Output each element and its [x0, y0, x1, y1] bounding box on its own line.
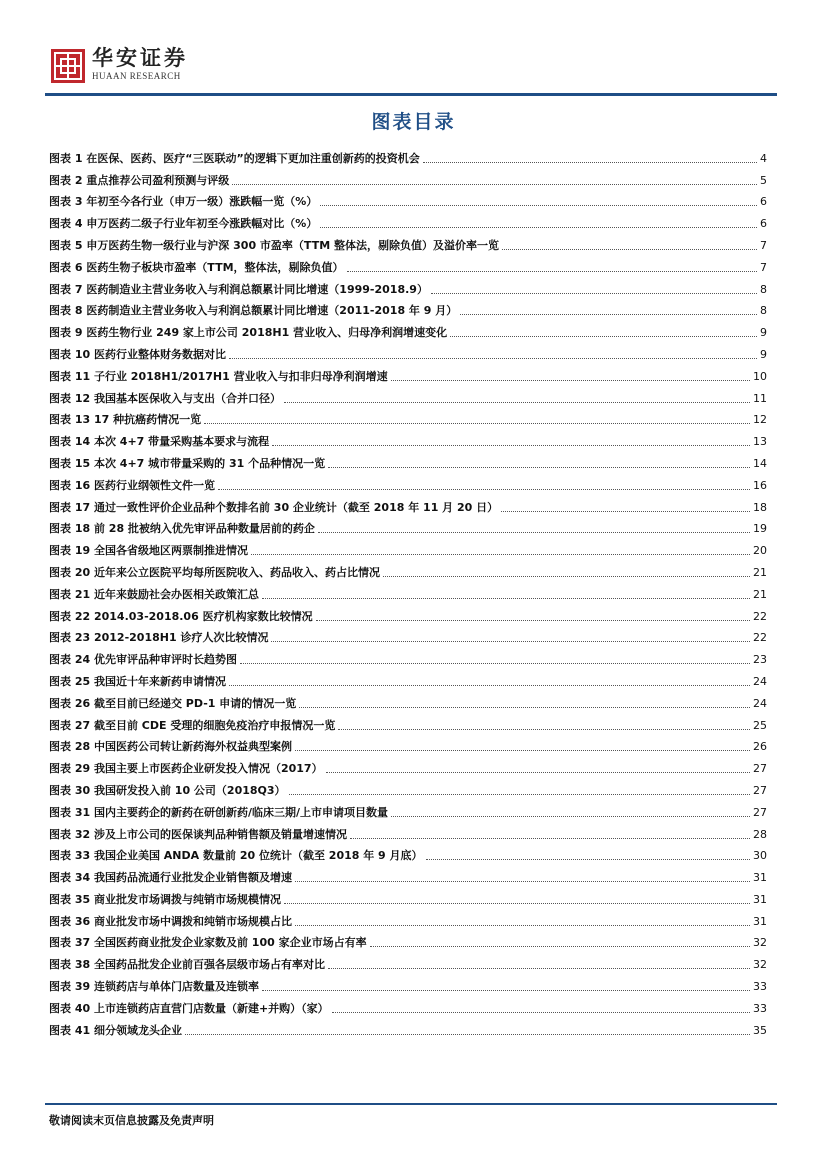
header-divider — [45, 93, 777, 96]
toc-entry[interactable] — [49, 580, 767, 602]
toc-entry[interactable] — [49, 515, 767, 537]
toc-entry-label[interactable]: 图表 3 年初至今各行业（申万一级）涨跌幅一览（%） — [49, 195, 318, 209]
toc-dot-leader — [347, 271, 757, 272]
toc-entry[interactable] — [49, 166, 767, 188]
toc-entry[interactable] — [49, 645, 767, 667]
toc-dot-leader — [350, 838, 750, 839]
toc-dot-leader — [328, 467, 750, 468]
toc-entry-page[interactable]: 32 — [753, 958, 767, 972]
toc-entry[interactable] — [49, 820, 767, 842]
toc-entry-label[interactable]: 图表 21 近年来鼓励社会办医相关政策汇总 — [49, 587, 259, 601]
toc-entry[interactable] — [49, 994, 767, 1016]
toc-entry-page[interactable]: 24 — [753, 674, 767, 688]
toc-entry-page[interactable]: 32 — [753, 936, 767, 950]
toc-dot-leader — [316, 620, 750, 621]
toc-entry[interactable] — [49, 536, 767, 558]
toc-entry-page[interactable]: 7 — [760, 260, 767, 274]
toc-entry-label[interactable]: 图表 9 医药生物行业 249 家上市公司 2018H1 营业收入、归母净利润增速变化 — [49, 326, 448, 340]
toc-entry-label[interactable]: 图表 25 我国近十年来新药申请情况 — [49, 674, 226, 688]
toc-dot-leader — [229, 358, 757, 359]
toc-entry-label[interactable]: 图表 40 上市连锁药店直营门店数量（新建+并购）（家） — [49, 1001, 329, 1015]
toc-entry[interactable] — [49, 689, 767, 711]
toc-entry-label[interactable]: 图表 29 我国主要上市医药企业研发投入情况（2017） — [49, 762, 323, 776]
toc-dot-leader — [204, 423, 750, 424]
toc-entry[interactable] — [49, 493, 767, 515]
toc-entry-page[interactable]: 14 — [753, 456, 767, 470]
toc-entry-label[interactable]: 图表 23 2012-2018H1 诊疗人次比较情况 — [49, 631, 269, 645]
toc-dot-leader — [426, 859, 750, 860]
toc-entry[interactable] — [49, 754, 767, 776]
toc-entry[interactable] — [49, 972, 767, 994]
toc-entry-page[interactable]: 9 — [760, 347, 767, 361]
toc-entry-label[interactable]: 图表 32 涉及上市公司的医保谈判品种销售额及销量增速情况 — [49, 827, 347, 841]
toc-entry-page[interactable]: 22 — [753, 631, 767, 645]
toc-entry[interactable] — [49, 297, 767, 319]
toc-entry[interactable] — [49, 558, 767, 580]
toc-dot-leader — [262, 598, 750, 599]
toc-entry[interactable] — [49, 907, 767, 929]
toc-entry-label[interactable]: 图表 39 连锁药店与单体门店数量及连锁率 — [49, 980, 259, 994]
toc-dot-leader — [328, 968, 750, 969]
toc-dot-leader — [271, 641, 750, 642]
toc-entry-page[interactable]: 9 — [760, 326, 767, 340]
toc-entry-label[interactable]: 图表 1 在医保、医药、医疗“三医联动”的逻辑下更加注重创新药的投资机会 — [49, 151, 420, 165]
toc-entry[interactable] — [49, 209, 767, 231]
huaan-seal-logo-icon — [50, 48, 86, 84]
toc-entry-page[interactable]: 27 — [753, 783, 767, 797]
toc-entry-label[interactable]: 图表 35 商业批发市场调拨与纯销市场规模情况 — [49, 892, 281, 906]
toc-entry[interactable] — [49, 863, 767, 885]
toc-entry-label[interactable]: 图表 30 我国研发投入前 10 公司（2018Q3） — [49, 783, 286, 797]
toc-dot-leader — [240, 663, 750, 664]
toc-dot-leader — [391, 816, 750, 817]
toc-entry-page[interactable]: 21 — [753, 587, 767, 601]
toc-entry[interactable] — [49, 427, 767, 449]
toc-dot-leader — [460, 314, 757, 315]
toc-entry-label[interactable]: 图表 22 2014.03-2018.06 医疗机构家数比较情况 — [49, 609, 313, 623]
toc-entry-label[interactable]: 图表 5 申万医药生物一级行业与沪深 300 市盈率（TTM 整体法，剔除负值）及溢价率一览 — [49, 238, 499, 252]
toc-entry-page[interactable]: 25 — [753, 718, 767, 732]
toc-entry[interactable] — [49, 406, 767, 428]
toc-entry[interactable] — [49, 275, 767, 297]
toc-entry-label[interactable]: 图表 7 医药制造业主营业务收入与利润总额累计同比增速（1999-2018.9） — [49, 282, 428, 296]
toc-entry-label[interactable]: 图表 26 截至目前已经递交 PD-1 申请的情况一览 — [49, 696, 297, 710]
toc-entry[interactable] — [49, 885, 767, 907]
toc-entry-label[interactable]: 图表 6 医药生物子板块市盈率（TTM，整体法，剔除负值） — [49, 260, 344, 274]
toc-dot-leader — [338, 729, 750, 730]
toc-entry-page[interactable]: 6 — [760, 217, 767, 231]
toc-dot-leader — [295, 750, 750, 751]
toc-dot-leader — [370, 946, 750, 947]
toc-entry-page[interactable]: 18 — [753, 500, 767, 514]
brand — [92, 46, 188, 81]
toc-entry-page[interactable]: 33 — [753, 1001, 767, 1015]
brand-name-en: HUAAN RESEARCH — [92, 71, 181, 81]
toc-dot-leader — [295, 881, 750, 882]
toc-entry[interactable] — [49, 602, 767, 624]
toc-entry-label[interactable]: 图表 17 通过一致性评价企业品种个数排名前 30 企业统计（截至 2018 年 11 月 20 日） — [49, 500, 499, 514]
toc-entry-page[interactable]: 28 — [753, 827, 767, 841]
toc-entry-page[interactable]: 30 — [753, 849, 767, 863]
toc-dot-leader — [284, 903, 750, 904]
toc-dot-leader — [502, 249, 757, 250]
toc-entry-label[interactable]: 图表 12 我国基本医保收入与支出（合并口径） — [49, 391, 281, 405]
toc-entry-page[interactable]: 35 — [753, 1023, 767, 1037]
footer-disclaimer: 敬请阅读末页信息披露及免责声明 — [49, 1114, 214, 1127]
toc-entry-label[interactable]: 图表 37 全国医药商业批发企业家数及前 100 家企业市场占有率 — [49, 936, 367, 950]
toc-entry-page[interactable]: 31 — [753, 871, 767, 885]
toc-entry-page[interactable]: 12 — [753, 413, 767, 427]
toc-dot-leader — [318, 532, 750, 533]
toc-dot-leader — [423, 162, 757, 163]
toc-dot-leader — [289, 794, 750, 795]
toc-entry-label[interactable]: 图表 27 截至目前 CDE 受理的细胞免疫治疗申报情况一览 — [49, 718, 336, 732]
toc-dot-leader — [383, 576, 750, 577]
footer-divider — [45, 1103, 777, 1105]
toc-entry-label[interactable]: 图表 11 子行业 2018H1/2017H1 营业收入与扣非归母净利润增速 — [49, 369, 388, 383]
toc-entry-label[interactable]: 图表 28 中国医药公司转让新药海外权益典型案例 — [49, 740, 292, 754]
toc-dot-leader — [185, 1034, 750, 1035]
toc-entry-page[interactable]: 24 — [753, 696, 767, 710]
toc-dot-leader — [326, 772, 750, 773]
toc-entry-page[interactable]: 6 — [760, 195, 767, 209]
toc-entry-page[interactable]: 23 — [753, 653, 767, 667]
toc-entry-page[interactable]: 8 — [760, 304, 767, 318]
toc-entry[interactable] — [49, 340, 767, 362]
toc-entry-page[interactable]: 27 — [753, 762, 767, 776]
toc-dot-leader — [431, 293, 757, 294]
page-title: 图表目录 — [371, 111, 456, 133]
toc-entry-label[interactable]: 图表 19 全国各省级地区两票制推进情况 — [49, 544, 248, 558]
toc-entry[interactable] — [49, 667, 767, 689]
toc-entry-page[interactable]: 20 — [753, 544, 767, 558]
toc-entry-page[interactable]: 22 — [753, 609, 767, 623]
toc-dot-leader — [232, 184, 757, 185]
brand-name-cn: 华安证券 — [92, 45, 188, 70]
toc-entry-label[interactable]: 图表 16 医药行业纲领性文件一览 — [49, 478, 215, 492]
toc-entry-page[interactable]: 31 — [753, 914, 767, 928]
toc-entry[interactable] — [49, 776, 767, 798]
toc-entry-label[interactable]: 图表 4 申万医药二级子行业年初至今涨跌幅对比（%） — [49, 217, 318, 231]
toc-entry-label[interactable]: 图表 31 国内主要药企的新药在研创新药/临床三期/上市申请项目数量 — [49, 805, 388, 819]
toc-entry-label[interactable]: 图表 34 我国药品流通行业批发企业销售额及增速 — [49, 871, 292, 885]
toc-dot-leader — [272, 445, 750, 446]
toc-entry-label[interactable]: 图表 36 商业批发市场中调拨和纯销市场规模占比 — [49, 914, 292, 928]
toc-entry[interactable] — [49, 253, 767, 275]
toc-dot-leader — [251, 554, 750, 555]
toc-entry[interactable] — [49, 711, 767, 733]
toc-entry-label[interactable]: 图表 24 优先审评品种审评时长趋势图 — [49, 653, 237, 667]
toc-dot-leader — [295, 925, 750, 926]
toc-dot-leader — [229, 685, 750, 686]
toc-entry[interactable] — [49, 1016, 767, 1038]
toc-entry-page[interactable]: 26 — [753, 740, 767, 754]
toc-entry-page[interactable]: 19 — [753, 522, 767, 536]
toc-dot-leader — [501, 511, 750, 512]
toc-entry-page[interactable]: 7 — [760, 238, 767, 252]
toc-dot-leader — [320, 227, 757, 228]
toc-entry-label[interactable]: 图表 10 医药行业整体财务数据对比 — [49, 347, 226, 361]
toc-entry-label[interactable]: 图表 13 17 种抗癌药情况一览 — [49, 413, 202, 427]
toc-entry[interactable] — [49, 733, 767, 755]
toc-entry-label[interactable]: 图表 18 前 28 批被纳入优先审评品种数量居前的药企 — [49, 522, 315, 536]
toc-entry-page[interactable]: 21 — [753, 565, 767, 579]
toc-entry-page[interactable]: 10 — [753, 369, 767, 383]
toc-dot-leader — [332, 1012, 750, 1013]
toc-entry-label[interactable]: 图表 41 细分领域龙头企业 — [49, 1023, 182, 1037]
toc-entry-label[interactable]: 图表 2 重点推荐公司盈利预测与评级 — [49, 173, 230, 187]
toc-entry[interactable] — [49, 318, 767, 340]
toc-entry[interactable] — [49, 842, 767, 864]
toc-entry[interactable] — [49, 362, 767, 384]
toc-dot-leader — [391, 380, 750, 381]
toc-dot-leader — [262, 990, 750, 991]
toc-dot-leader — [218, 489, 750, 490]
toc-entry[interactable] — [49, 471, 767, 493]
toc-dot-leader — [450, 336, 757, 337]
toc-entry[interactable] — [49, 929, 767, 951]
toc-entry-page[interactable]: 13 — [753, 435, 767, 449]
toc-entry-page[interactable]: 8 — [760, 282, 767, 296]
toc-entry[interactable] — [49, 384, 767, 406]
toc-entry-label[interactable]: 图表 14 本次 4+7 带量采购基本要求与流程 — [49, 435, 270, 449]
toc-dot-leader — [320, 205, 757, 206]
toc-entry[interactable] — [49, 188, 767, 210]
toc-dot-leader — [299, 707, 750, 708]
toc-entry[interactable] — [49, 231, 767, 253]
table-of-figures — [49, 144, 767, 1038]
toc-entry-page[interactable]: 16 — [753, 478, 767, 492]
toc-entry-label[interactable]: 图表 8 医药制造业主营业务收入与利润总额累计同比增速（2011-2018 年 9 月） — [49, 304, 458, 318]
toc-entry-label[interactable]: 图表 15 本次 4+7 城市带量采购的 31 个品种情况一览 — [49, 456, 326, 470]
toc-entry-page[interactable]: 11 — [753, 391, 767, 405]
toc-entry[interactable] — [49, 950, 767, 972]
toc-entry-page[interactable]: 5 — [760, 173, 767, 187]
toc-entry-page[interactable]: 31 — [753, 892, 767, 906]
toc-entry[interactable] — [49, 144, 767, 166]
toc-entry[interactable] — [49, 624, 767, 646]
toc-dot-leader — [284, 402, 750, 403]
toc-entry-label[interactable]: 图表 20 近年来公立医院平均每所医院收入、药品收入、药占比情况 — [49, 565, 380, 579]
toc-entry-page[interactable]: 4 — [760, 151, 767, 165]
toc-entry-page[interactable]: 27 — [753, 805, 767, 819]
toc-entry-label[interactable]: 图表 38 全国药品批发企业前百强各层级市场占有率对比 — [49, 958, 325, 972]
toc-entry-page[interactable]: 33 — [753, 980, 767, 994]
toc-entry-label[interactable]: 图表 33 我国企业美国 ANDA 数量前 20 位统计（截至 2018 年 9 月底） — [49, 849, 423, 863]
toc-entry[interactable] — [49, 449, 767, 471]
toc-entry[interactable] — [49, 798, 767, 820]
